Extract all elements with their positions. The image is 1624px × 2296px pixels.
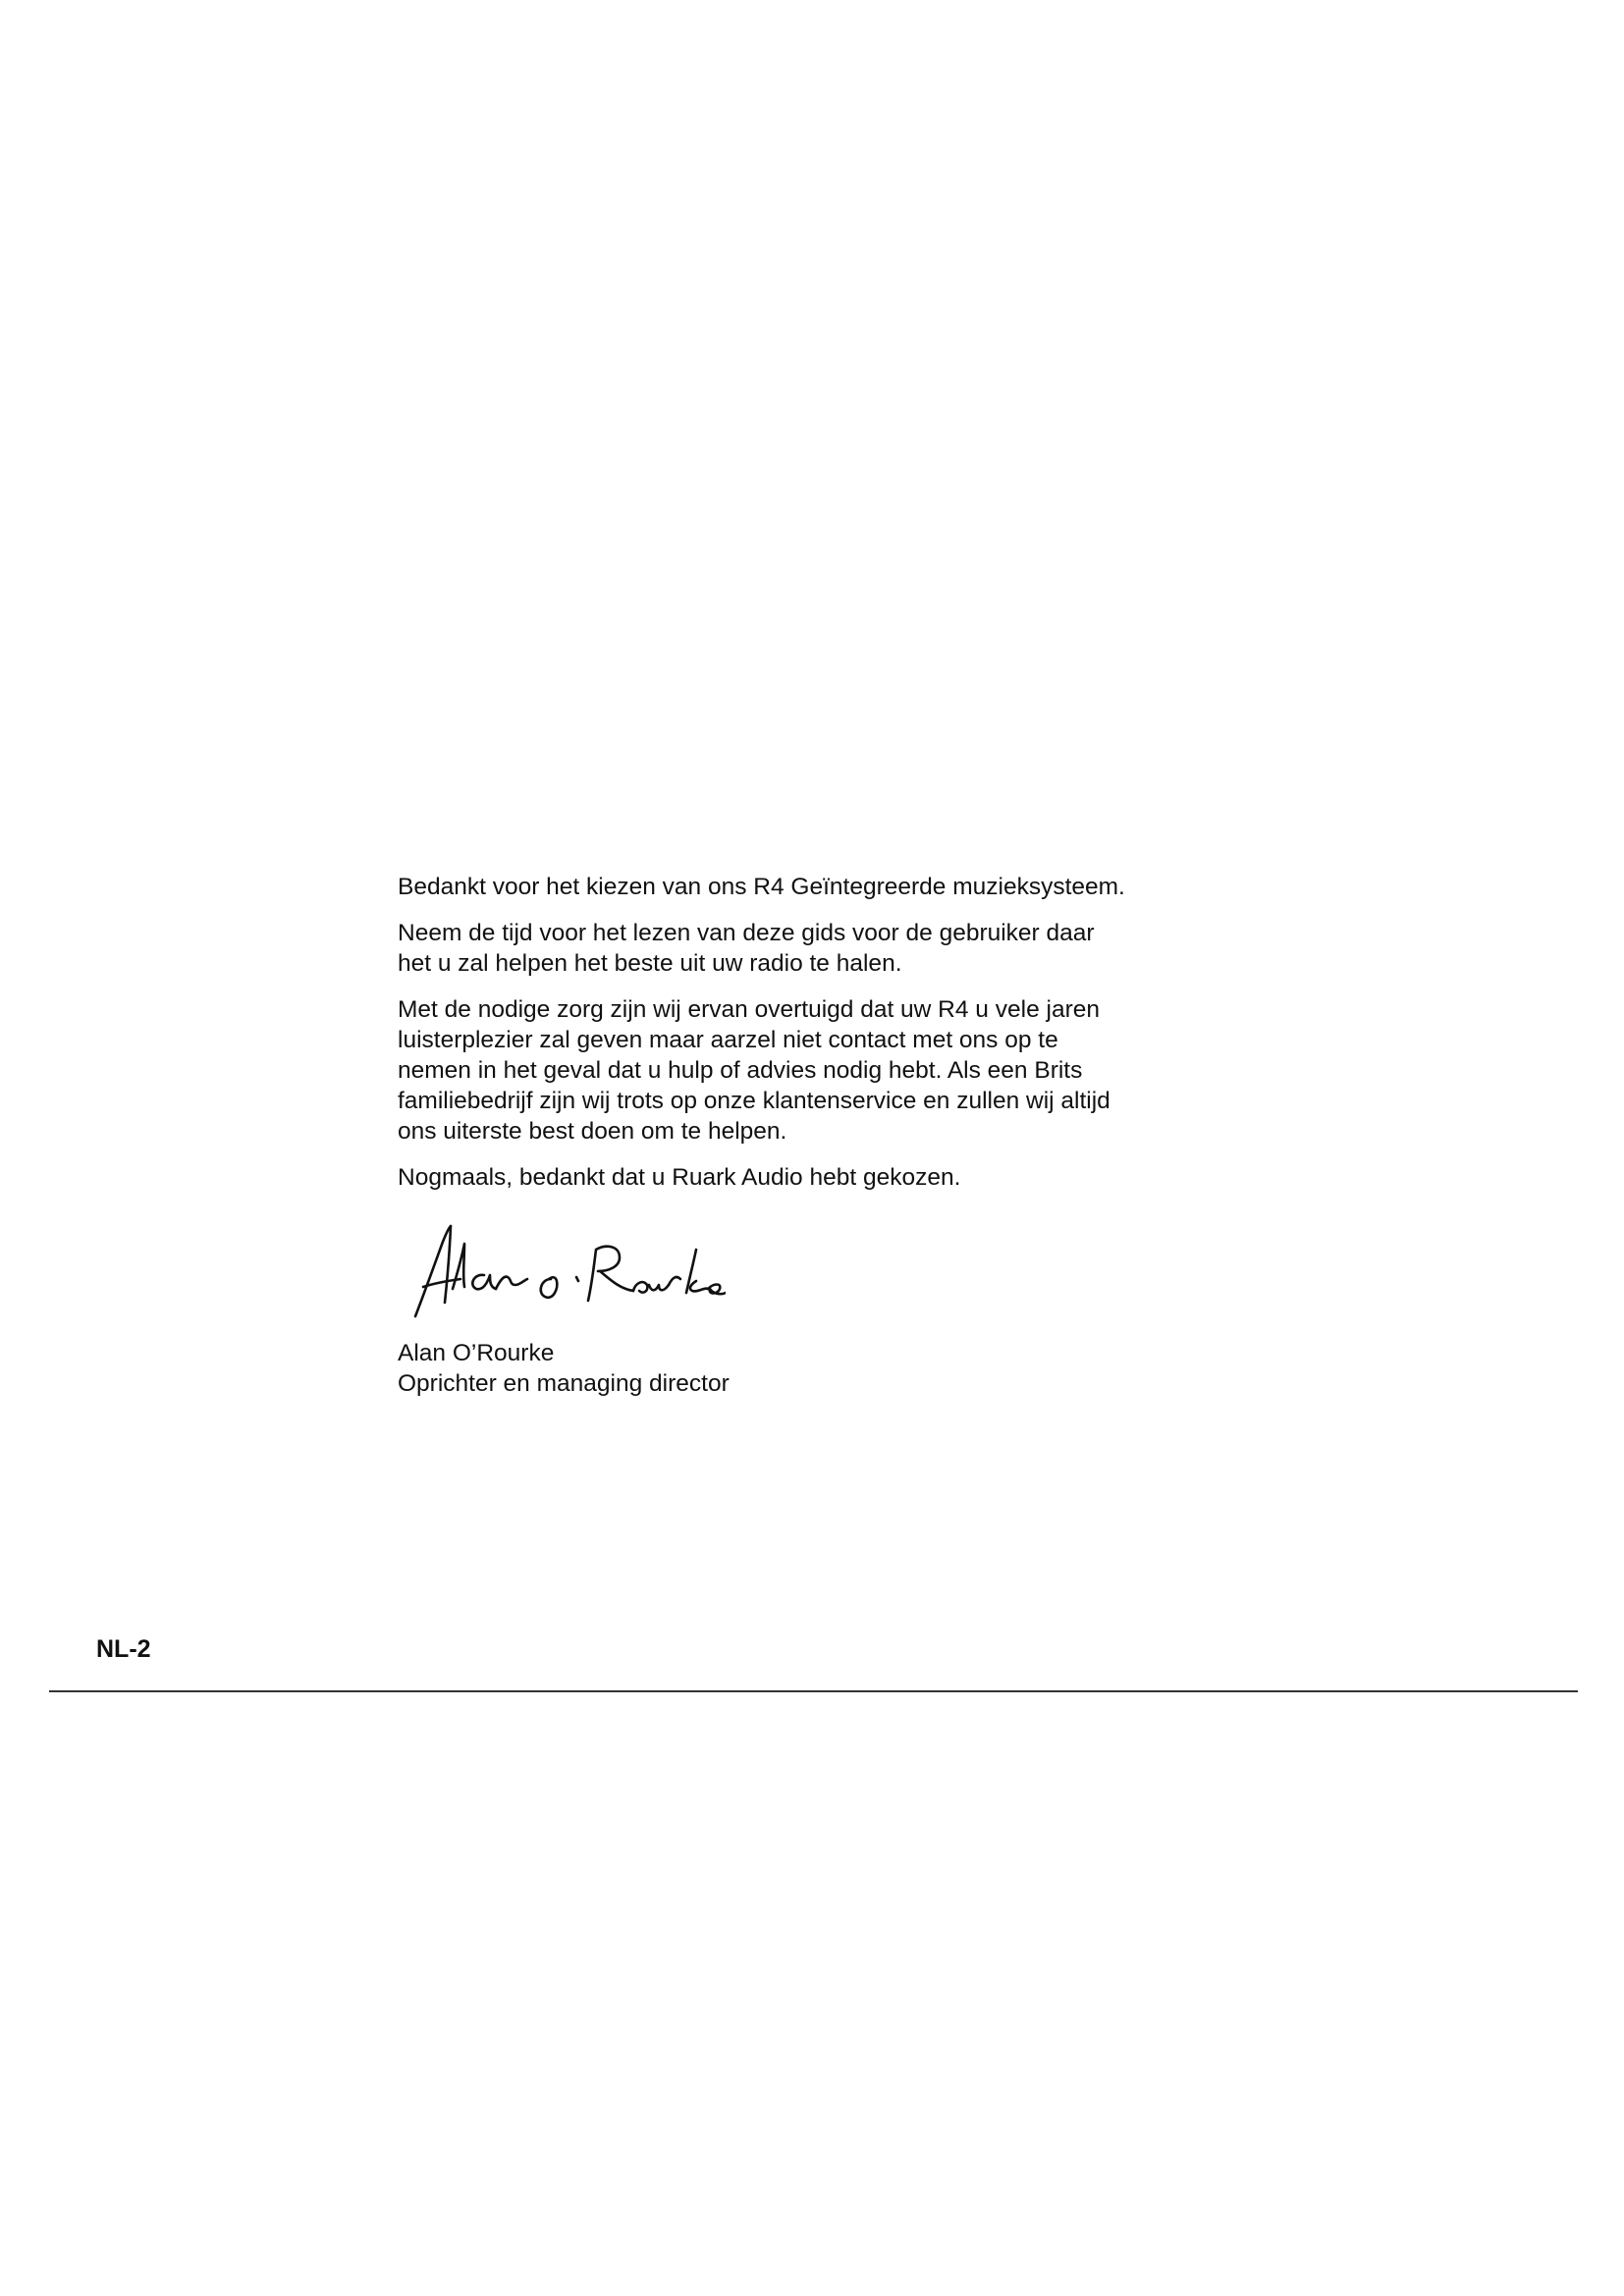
paragraph-read-guide: Neem de tijd voor het lezen van deze gids voor de gebruiker daar het u zal helpen het beste uit uw radio te halen. [398,920,1095,977]
paragraph-closing-thanks: Nogmaals, bedankt dat u Ruark Audio hebt gekozen. [398,1164,961,1191]
letter-body [398,872,1281,1399]
page-number-label: NL-2 [96,1635,151,1663]
signoff-name: Alan O’Rourke [398,1340,555,1366]
paragraph-thanks: Bedankt voor het kiezen van ons R4 Geïntegreerde muzieksysteem. [398,874,1125,900]
paragraph-care-and-support: Met de nodige zorg zijn wij ervan overtuigd dat uw R4 u vele jaren luisterplezier zal geven maar aarzel niet contact met ons op te nemen in het geval dat u hulp of advies nodig hebt. Als een Brits familiebedrijf zijn wij trots op onze klantenservice en zullen wij altijd ons uiterste best doen om te helpen. [398,996,1110,1145]
signoff-title: Oprichter en managing director [398,1370,730,1397]
handwritten-signature [402,1220,726,1328]
footer-divider [49,1690,1578,1692]
